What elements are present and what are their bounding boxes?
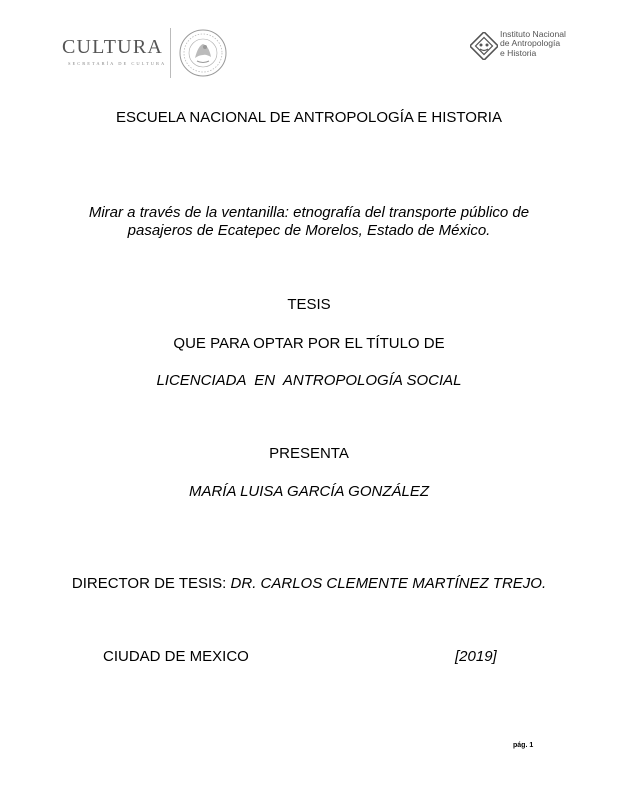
inah-line-2: de Antropología bbox=[500, 38, 561, 49]
inah-logo bbox=[470, 30, 570, 64]
inah-logo-text bbox=[500, 30, 566, 58]
city: CIUDAD DE MEXICO bbox=[103, 648, 249, 665]
mexico-seal-icon bbox=[178, 28, 228, 78]
author-name: MARÍA LUISA GARCÍA GONZÁLEZ bbox=[188, 483, 430, 500]
inah-emblem-icon bbox=[470, 32, 498, 60]
thesis-director bbox=[0, 575, 618, 592]
inah-line-3: e Historia bbox=[500, 47, 537, 58]
cultura-logo bbox=[62, 28, 232, 80]
director-label: DIRECTOR DE TESIS: bbox=[71, 575, 231, 592]
thesis-title-line-2: pasajeros de Ecatepec de Morelos, Estado de México. bbox=[127, 222, 491, 239]
director-name: DR. CARLOS CLEMENTE MARTÍNEZ TREJO. bbox=[230, 575, 547, 592]
school-name: ESCUELA NACIONAL DE ANTROPOLOGÍA E HISTORIA bbox=[116, 109, 502, 126]
tesis-label: TESIS bbox=[287, 296, 331, 313]
year: [2019] bbox=[455, 648, 497, 665]
presenta-label: PRESENTA bbox=[269, 445, 349, 462]
degree-title: LICENCIADA EN ANTROPOLOGÍA SOCIAL bbox=[156, 372, 462, 389]
cultura-logo-subtitle: SECRETARÍA DE CULTURA bbox=[68, 61, 167, 66]
inah-line-1: Instituto Nacional bbox=[500, 29, 566, 39]
cultura-logo-word: CULTURA bbox=[62, 36, 164, 58]
logo-divider bbox=[170, 28, 171, 78]
page-number: pág. 1 bbox=[513, 742, 534, 749]
degree-intro: QUE PARA OPTAR POR EL TÍTULO DE bbox=[173, 335, 445, 352]
thesis-title-line-1: Mirar a través de la ventanilla: etnografía del transporte público de bbox=[88, 204, 530, 221]
